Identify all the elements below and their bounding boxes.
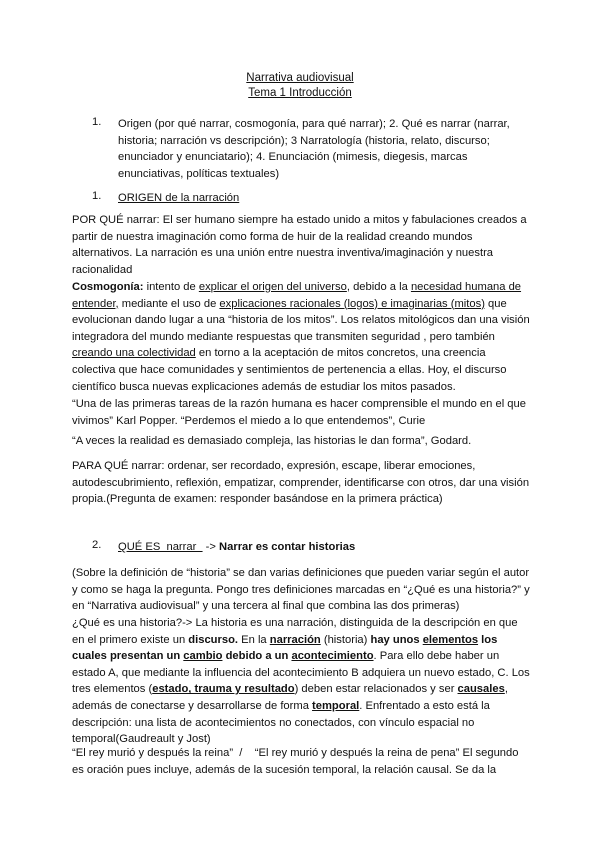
cosmogonia-label: Cosmogonía:	[72, 281, 144, 293]
quote-popper-curie: “Una de las primeras tareas de la razón humana es hacer comprensible el mundo en el que vivimos” Karl Popper. “Perdemos el miedo a lo que entendemos”, Curie	[72, 398, 526, 427]
hist-bu-7: temporal	[312, 699, 360, 712]
hist-bu-4: acontecimiento	[291, 650, 374, 663]
historia-paragraph	[72, 615, 530, 748]
cosmo-underline-4: creando una colectividad	[72, 347, 196, 360]
topic-index: Origen (por qué narrar, cosmogonía, para qué narrar); 2. Qué es narrar (narrar, historia; narración vs descripción); 3 Narratología (historia, relato, discurso; enunciador y enunciatario); 4. Enunciación (mimesis, diegesis, marcas enunciativas, políticas textuales)	[118, 118, 510, 180]
hist-bu-6: causales	[457, 683, 505, 696]
quote-godard: “A veces la realidad es demasiado compleja, las historias le dan forma”, Godard.	[72, 435, 472, 447]
document-title: Narrativa audiovisual	[246, 72, 354, 84]
por-que-paragraph: POR QUÉ narrar: El ser humano siempre ha estado unido a mitos y fabulaciones creados a partir de nuestra imaginación como forma de huir de la realidad creando mundos alternativos. La narración es una unión entre nuestra inventiva/imaginación y nuestra racionalidad	[72, 214, 527, 276]
section1-heading	[118, 190, 418, 207]
section2-number: 2.	[92, 539, 102, 551]
hist-bu-2: elementos	[422, 633, 479, 646]
hist-text-6: , además de conectarse y desarrollarse de forma	[72, 683, 508, 712]
section1-heading-text: ORIGEN de la narración	[118, 192, 240, 204]
definition-intro: (Sobre la definición de “historia” se dan varias definiciones que pueden variar según el autor y como se haga la pregunta. Pongo tres definiciones marcadas en “¿Qué es una historia?” y en “Narrativa audiovisual” y una tercera al final que combina las dos primeras)	[72, 567, 530, 613]
cosmo-text-5: en torno a la aceptación de mitos concretos, una creencia colectiva que hace comunidades y sentimientos de pertenencia a ellas. Hoy, el discurso científico busca nuevas explicaciones además de estudiar los mitos pasados.	[72, 347, 507, 393]
cosmo-underline-1: explicar el origen del universo	[198, 281, 347, 293]
cosmo-text-3: mediante el uso de	[118, 297, 220, 310]
hist-bu-3: cambio	[183, 650, 223, 663]
cosmogonia-paragraph	[72, 279, 530, 395]
hist-bu-1: narración	[269, 633, 321, 646]
section2-heading	[118, 539, 530, 556]
hist-bold-1: discurso.	[188, 633, 239, 646]
hist-bold-4: debido a un	[222, 650, 292, 663]
para-que-paragraph: PARA QUÉ narrar: ordenar, ser recordado, expresión, escape, liberar emociones, autodescubrimiento, reflexión, empatizar, comprender, identificarse con otros, dar una visión propia.(Pregunta de examen: responder basándose en la primera práctica)	[72, 460, 530, 506]
section1-number: 1.	[92, 190, 102, 202]
cosmo-underline-3: explicaciones racionales (logos) e imaginarias (mitos)	[219, 297, 485, 310]
hist-text-3: (historia)	[320, 633, 371, 646]
index-number: 1.	[92, 116, 102, 128]
hist-bu-5: estado, trauma y resultado	[152, 683, 295, 696]
hist-bold-2: hay unos	[370, 633, 423, 646]
hist-bold-3: los cuales presentan un	[72, 633, 498, 663]
hist-text-5: ) deben estar relacionados y ser	[294, 683, 458, 696]
section2-arrow: ->	[202, 541, 220, 553]
rey-example-paragraph: “El rey murió y después la reina” / “El rey murió y después la reina de pena” El segundo es oración pues incluye, además de la sucesión temporal, la relación causal. Se da la	[72, 747, 522, 776]
hist-text-7: . Enfrentado a esto está la descripción: una lista de acontecimientos no conectados, con vínculo espacial no temporal(Gaudreault y Jost)	[72, 699, 490, 746]
cosmo-text-4: que evolucionan dando lugar a una “historia de los mitos”. Los relatos mitológicos dan una visión integradora del mundo mediante respuestas que transmiten seguridad , pero también	[72, 297, 530, 343]
hist-text-4: . Para ello debe haber un estado A, que mediante la influencia del acontecimiento B adquiera un nuevo estado, C. Los tres elementos (	[72, 650, 530, 696]
section2-subheading: Narrar es contar historias	[219, 541, 356, 553]
hist-text-1: ¿Qué es una historia?-> La historia es una narración, distinguida de la descripción en que en el primero existe un	[72, 617, 518, 646]
cosmo-text-2: , debido a la	[346, 281, 411, 293]
document-subtitle: Tema 1 Introducción	[248, 87, 352, 99]
section2-heading-text: QUÉ ES narrar	[118, 541, 203, 553]
hist-text-2: En la	[238, 633, 270, 646]
cosmo-underline-2: necesidad humana de entender,	[72, 281, 522, 310]
cosmo-text-1: intento de	[143, 281, 199, 293]
